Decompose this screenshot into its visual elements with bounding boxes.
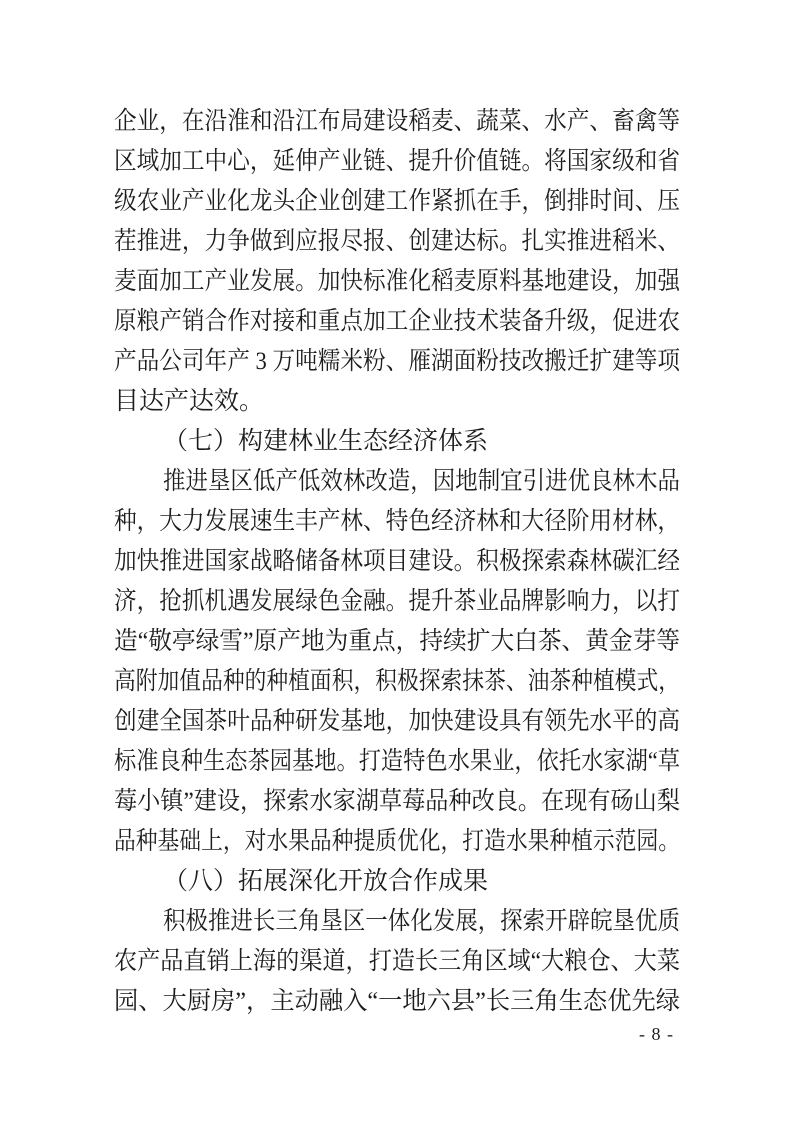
document-line: 区域加工中心，延伸产业链、提升价值链。将国家级和省: [114, 148, 680, 175]
document-line: 莓小镇”建设，探索水家湖草莓品种改良。在现有砀山梨: [114, 788, 680, 815]
document-line: 茬推进，力争做到应报尽报、创建达标。扎实推进稻米、: [114, 228, 680, 255]
section-heading-line: （八）拓展深化开放合作成果: [163, 868, 489, 895]
document-line: 品种基础上，对水果品种提质优化，打造水果种植示范园。: [114, 828, 680, 855]
section-heading-line: （七）构建林业生态经济体系: [163, 428, 489, 455]
document-line: 造“敬亭绿雪”原产地为重点，持续扩大白茶、黄金芽等: [114, 628, 680, 655]
page-footer: [114, 1024, 674, 1045]
document-line: 种，大力发展速生丰产林、特色经济林和大径阶用材林，: [114, 508, 680, 535]
document-line: 高附加值品种的种植面积，积极探索抹茶、油茶种植模式，: [114, 668, 680, 695]
document-line: 创建全国茶叶品种研发基地，加快建设具有领先水平的高: [114, 708, 680, 735]
document-line: 加快推进国家战略储备林项目建设。积极探索森林碳汇经: [114, 548, 680, 575]
document-line: 推进垦区低产低效林改造，因地制宜引进优良林木品: [163, 468, 680, 495]
document-line: 目达产达效。: [114, 388, 265, 415]
page-number: - 8 -: [639, 1024, 674, 1044]
document-line: 级农业产业化龙头企业创建工作紧抓在手，倒排时间、压: [114, 188, 680, 215]
document-line: 企业，在沿淮和沿江布局建设稻麦、蔬菜、水产、畜禽等: [114, 108, 680, 135]
document-line: 产品公司年产 3 万吨糯米粉、雁湖面粉技改搬迁扩建等项: [114, 348, 680, 375]
document-line: 原粮产销合作对接和重点加工企业技术装备升级，促进农: [114, 308, 680, 335]
document-line: 农产品直销上海的渠道，打造长三角区域“大粮仓、大菜: [114, 948, 680, 975]
document-line: 济，抢抓机遇发展绿色金融。提升茶业品牌影响力，以打: [114, 588, 680, 615]
document-line: 积极推进长三角垦区一体化发展，探索开辟皖垦优质: [163, 908, 680, 935]
document-line: 园、大厨房”，主动融入“一地六县”长三角生态优先绿: [114, 988, 680, 1015]
document-line: 标准良种生态茶园基地。打造特色水果业，依托水家湖“草: [114, 748, 680, 775]
document-body: [114, 102, 680, 1022]
document-line: 麦面加工产业发展。加快标准化稻麦原料基地建设，加强: [114, 268, 680, 295]
